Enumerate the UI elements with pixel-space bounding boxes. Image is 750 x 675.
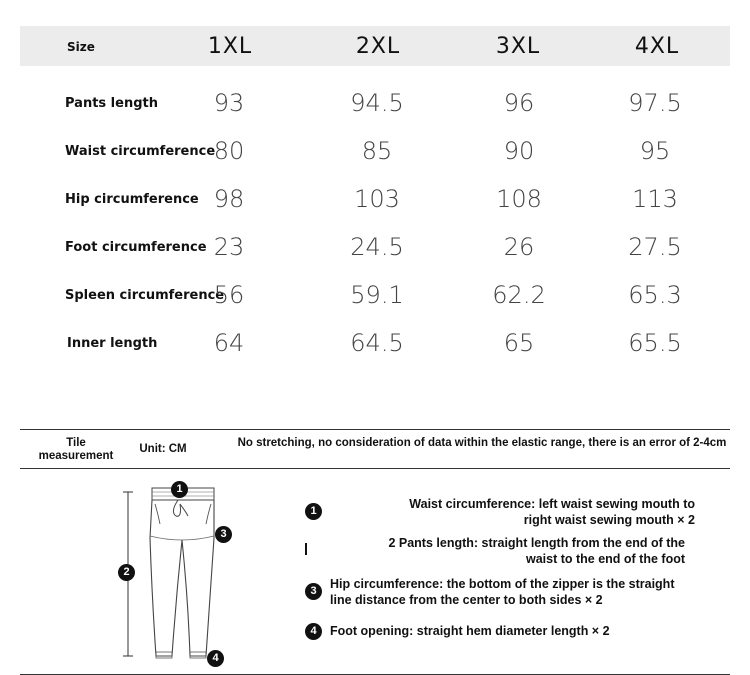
- cell-hip-4xl: 113: [632, 185, 678, 213]
- cell-spleen-1xl: 56: [213, 281, 245, 309]
- diagram-badge-4: 4: [207, 650, 224, 667]
- size-3xl-header: 3XL: [495, 34, 541, 59]
- cell-pants-length-1xl: 93: [213, 89, 245, 117]
- cell-foot-1xl: 23: [213, 233, 245, 261]
- legend-hip-line1: Hip circumference: the bottom of the zipper is the straight: [330, 577, 675, 591]
- row-label-hip: Hip circumference: [65, 192, 199, 207]
- size-2xl-header: 2XL: [355, 34, 401, 59]
- cell-foot-2xl: 24.5: [350, 233, 404, 261]
- cell-hip-3xl: 108: [496, 185, 542, 213]
- cell-inner-2xl: 64.5: [350, 329, 404, 357]
- cell-foot-3xl: 26: [503, 233, 535, 261]
- diagram-badge-3: 3: [215, 526, 232, 543]
- cell-pants-length-3xl: 96: [503, 89, 535, 117]
- legend-foot-opening: [330, 623, 730, 639]
- cell-inner-4xl: 65.5: [628, 329, 682, 357]
- legend-badge-1: 1: [305, 503, 322, 520]
- cell-spleen-2xl: 59.1: [350, 281, 404, 309]
- legend-marker-2: [305, 543, 307, 555]
- cell-pants-length-4xl: 97.5: [628, 89, 682, 117]
- legend-pants-length-line2: waist to the end of the foot: [525, 552, 685, 566]
- legend-hip: [330, 576, 730, 608]
- diagram-badge-2: 2: [118, 564, 135, 581]
- row-label-waist: Waist circumference: [65, 144, 216, 159]
- cell-foot-4xl: 27.5: [628, 233, 682, 261]
- legend-badge-3: 3: [305, 583, 322, 600]
- size-4xl-header: 4XL: [634, 34, 680, 59]
- measurement-info-band: [20, 429, 730, 469]
- cell-pants-length-2xl: 94.5: [350, 89, 404, 117]
- unit-label: Unit: CM: [139, 443, 187, 455]
- row-label-pants-length: Pants length: [65, 96, 158, 111]
- cell-waist-2xl: 85: [361, 137, 393, 165]
- diagram-badge-1: 1: [171, 481, 188, 498]
- cell-spleen-3xl: 62.2: [492, 281, 546, 309]
- cell-inner-1xl: 64: [213, 329, 245, 357]
- cell-waist-4xl: 95: [639, 137, 671, 165]
- legend-waist: [335, 496, 695, 528]
- legend-waist-line2: right waist sewing mouth × 2: [523, 513, 695, 527]
- cell-waist-1xl: 80: [213, 137, 245, 165]
- row-label-inner-length: Inner length: [67, 336, 158, 351]
- legend-pants-length-line1: 2 Pants length: straight length from the end of the: [388, 536, 685, 550]
- legend-foot-opening-line1: Foot opening: straight hem diameter length × 2: [330, 624, 610, 638]
- cell-waist-3xl: 90: [503, 137, 535, 165]
- size-1xl-header: 1XL: [207, 34, 253, 59]
- cell-hip-2xl: 103: [354, 185, 400, 213]
- cell-hip-1xl: 98: [213, 185, 245, 213]
- tile-measurement-label: Tile measurement: [38, 437, 114, 462]
- row-label-foot: Foot circumference: [65, 240, 207, 255]
- legend-waist-line1: Waist circumference: left waist sewing mouth to: [409, 497, 695, 511]
- legend-pants-length: [330, 535, 685, 567]
- legend-badge-4: 4: [305, 623, 322, 640]
- row-label-spleen: Spleen circumference: [65, 288, 225, 303]
- legend-hip-line2: line distance from the center to both sides × 2: [330, 593, 603, 607]
- cell-inner-3xl: 65: [503, 329, 535, 357]
- size-header-label: Size: [67, 40, 95, 54]
- measurement-note: No stretching, no consideration of data within the elastic range, there is an error of 2-4cm: [237, 437, 727, 449]
- cell-spleen-4xl: 65.3: [628, 281, 682, 309]
